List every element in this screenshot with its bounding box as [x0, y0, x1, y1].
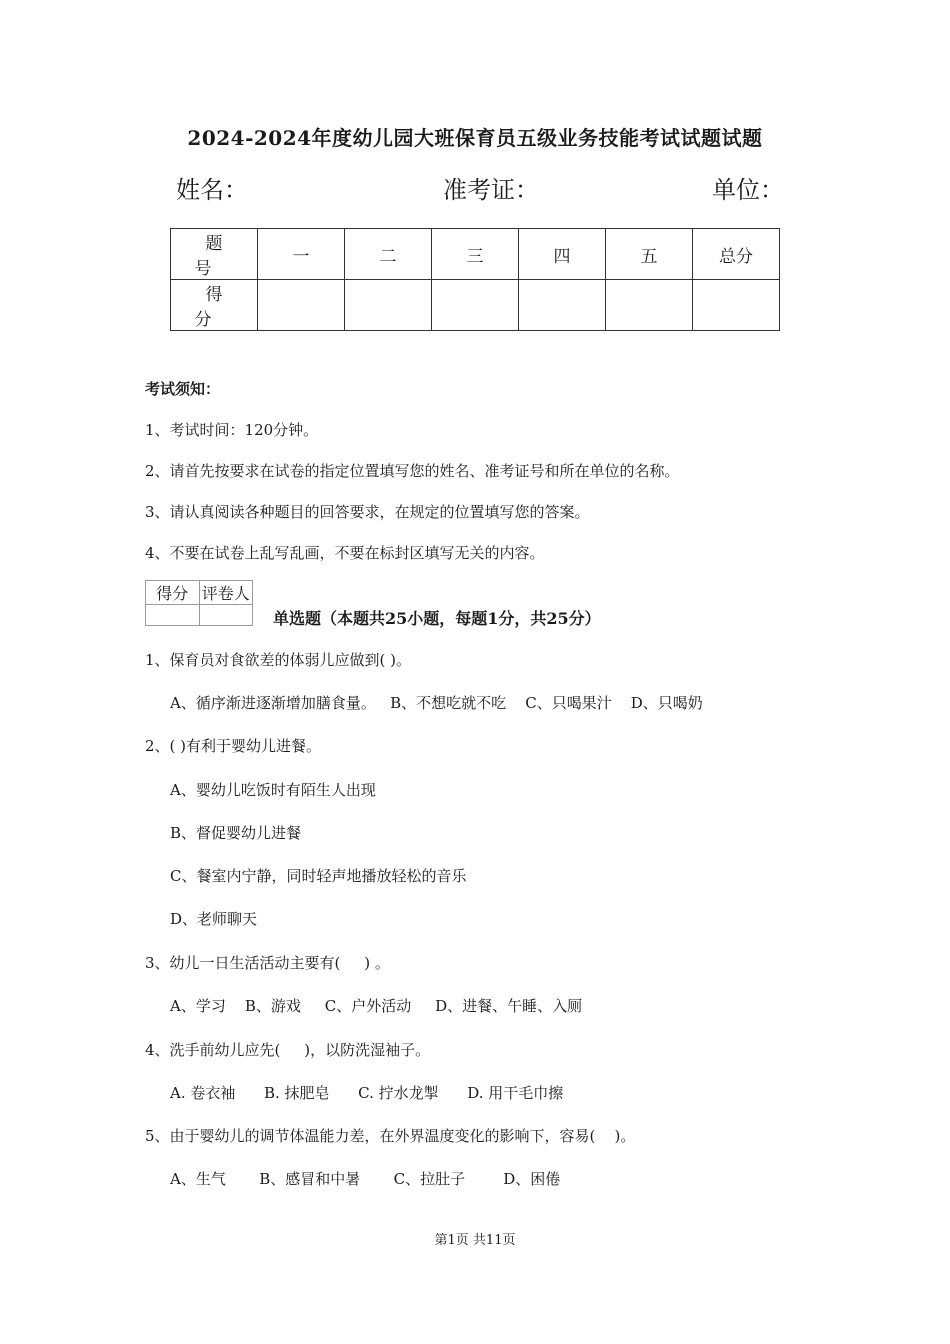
question-2-option-a: A、婴幼儿吃饭时有陌生人出现 — [170, 781, 376, 799]
question-3-options: A、学习 B、游戏 C、户外活动 D、进餐、午睡、入厕 — [170, 997, 583, 1015]
score-cell-4[interactable] — [519, 280, 606, 331]
question-2-option-d: D、老师聊天 — [170, 910, 258, 928]
grader-score-label: 得分 — [146, 581, 200, 605]
exam-title: 2024-2024年度幼儿园大班保育员五级业务技能考试试题试题 — [187, 126, 763, 150]
score-table-header-row — [171, 229, 780, 280]
question-5-stem: 5、由于婴幼儿的调节体温能力差，在外界温度变化的影响下，容易( )。 — [145, 1127, 636, 1145]
question-4-options: A. 卷衣袖 B. 抹肥皂 C. 拧水龙掣 D. 用干毛巾擦 — [170, 1084, 564, 1102]
question-3-stem: 3、幼儿一日生活活动主要有( ) 。 — [145, 954, 390, 972]
page-footer: 第1页 共11页 — [434, 1233, 516, 1248]
unit-field-label: 单位： — [712, 176, 784, 204]
score-cell-3[interactable] — [432, 280, 519, 331]
score-cell-total[interactable] — [693, 280, 780, 331]
notice-item-4: 4、不要在试卷上乱写乱画，不要在标封区填写无关的内容。 — [145, 544, 545, 562]
notice-item-1: 1、考试时间：120分钟。 — [145, 421, 319, 439]
score-header-3: 三 — [432, 229, 519, 280]
grader-name-label: 评卷人 — [199, 581, 253, 605]
score-header-total: 总分 — [693, 229, 780, 280]
score-header-1: 一 — [258, 229, 345, 280]
score-cell-1[interactable] — [258, 280, 345, 331]
exam-id-field-label: 准考证： — [443, 176, 539, 204]
section-title: 单选题（本题共25小题，每题1分，共25分） — [273, 609, 601, 628]
name-field-label: 姓名： — [176, 176, 248, 204]
question-4-stem: 4、洗手前幼儿应先( )，以防洗湿袖子。 — [145, 1041, 431, 1059]
score-table — [170, 228, 780, 331]
notice-item-2: 2、请首先按要求在试卷的指定位置填写您的姓名、准考证号和所在单位的名称。 — [145, 462, 680, 480]
question-1-options: A、循序渐进逐渐增加膳食量。 B、不想吃就不吃 C、只喝果汁 D、只喝奶 — [170, 694, 703, 712]
question-2-option-c: C、餐室内宁静，同时轻声地播放轻松的音乐 — [170, 867, 467, 885]
question-number-label: 题号 — [171, 229, 258, 280]
score-table-score-row — [171, 280, 780, 331]
score-header-4: 四 — [519, 229, 606, 280]
score-cell-2[interactable] — [345, 280, 432, 331]
grader-name-cell[interactable] — [199, 605, 253, 626]
notice-item-3: 3、请认真阅读各种题目的回答要求，在规定的位置填写您的答案。 — [145, 503, 590, 521]
score-cell-5[interactable] — [606, 280, 693, 331]
score-header-2: 二 — [345, 229, 432, 280]
grader-score-cell[interactable] — [146, 605, 200, 626]
question-1-stem: 1、保育员对食欲差的体弱儿应做到( )。 — [145, 651, 412, 669]
question-5-options: A、生气 B、感冒和中暑 C、拉肚子 D、困倦 — [170, 1170, 561, 1188]
score-label: 得分 — [171, 280, 258, 331]
question-2-option-b: B、督促婴幼儿进餐 — [170, 824, 302, 842]
grader-box — [145, 580, 253, 626]
question-2-stem: 2、( )有利于婴幼儿进餐。 — [145, 737, 322, 755]
notice-heading: 考试须知： — [145, 380, 221, 398]
score-header-5: 五 — [606, 229, 693, 280]
